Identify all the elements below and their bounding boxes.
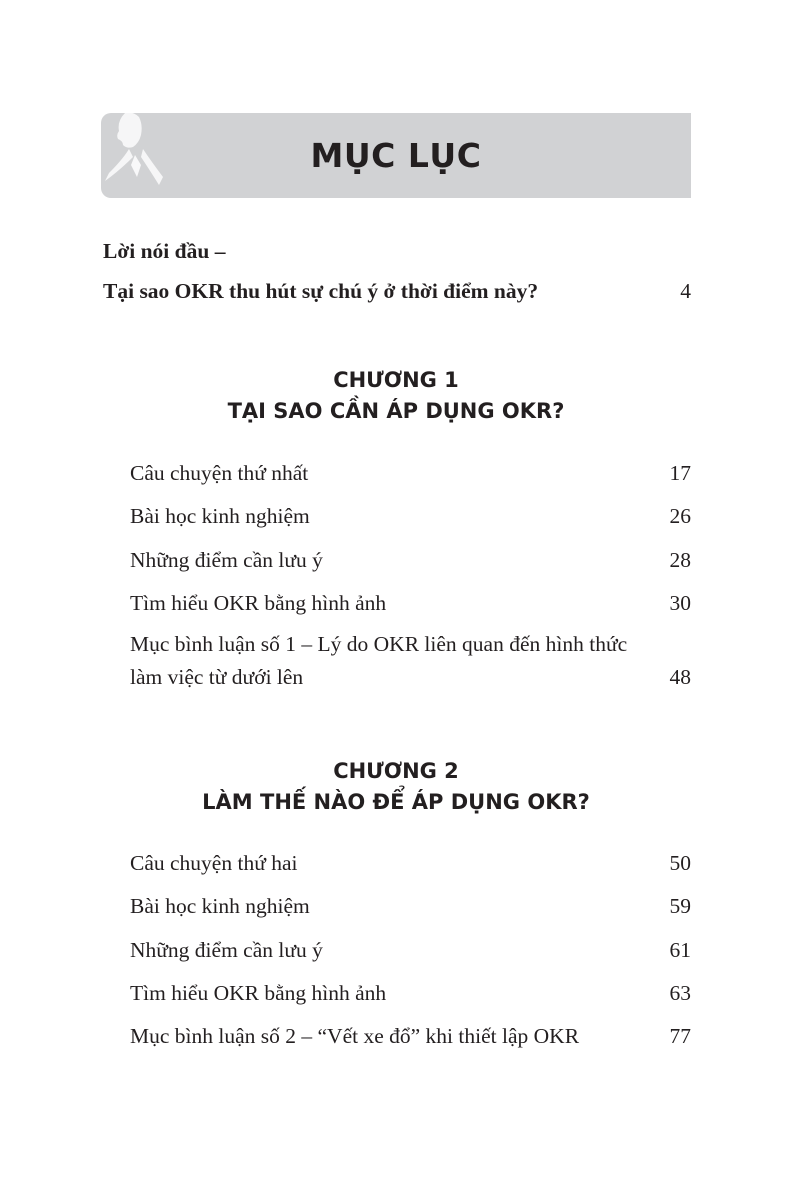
toc-entry-label: Những điểm cần lưu ý	[130, 937, 323, 962]
toc-entry-label: Mục bình luận số 1 – Lý do OKR liên quan đến hình thức làm việc từ dưới lên	[130, 632, 628, 690]
toc-entry-label: Mục bình luận số 2 – “Vết xe đổ” khi thiết lập OKR	[130, 1024, 580, 1049]
toc-entry-page: 77	[669, 1024, 691, 1049]
toc-entry-label: Câu chuyện thứ hai	[130, 851, 298, 875]
toc-entry[interactable]	[130, 452, 691, 495]
chapter-2-number: CHƯƠNG 2	[333, 759, 459, 783]
toc-entry-label: Câu chuyện thứ nhất	[130, 461, 309, 485]
toc-preface-entry[interactable]	[103, 231, 691, 311]
toc-entry[interactable]	[130, 972, 691, 1015]
toc-entry-page: 61	[669, 937, 691, 962]
preface-page-number: 4	[680, 279, 691, 303]
toc-entry[interactable]	[130, 625, 691, 694]
toc-entry-label: Tìm hiểu OKR bằng hình ảnh	[130, 980, 387, 1005]
toc-entry-page: 26	[669, 504, 691, 529]
toc-header-band	[101, 113, 691, 198]
toc-entry-label: Tìm hiểu OKR bằng hình ảnh	[130, 590, 387, 615]
page-title: MỤC LỤC	[310, 136, 482, 175]
preface-title-line2: Tại sao OKR thu hút sự chú ý ở thời điểm này?	[103, 279, 539, 303]
toc-entry[interactable]	[130, 1015, 691, 1058]
toc-entry-page: 50	[669, 851, 691, 875]
chapter-2-title: LÀM THẾ NÀO ĐỂ ÁP DỤNG OKR?	[202, 790, 590, 814]
toc-entry[interactable]	[130, 885, 691, 928]
toc-entry[interactable]	[130, 495, 691, 538]
toc-entry-label: Bài học kinh nghiệm	[130, 504, 310, 529]
toc-entry-label: Những điểm cần lưu ý	[130, 547, 323, 572]
toc-entry[interactable]	[130, 842, 691, 885]
preface-title-line1: Lời nói đầu –	[103, 239, 226, 263]
toc-entry-page: 30	[669, 590, 691, 615]
toc-entry-page: 17	[669, 461, 691, 485]
toc-entry[interactable]	[130, 929, 691, 972]
chapter-1-number: CHƯƠNG 1	[333, 368, 459, 392]
toc-entry-page: 59	[669, 894, 691, 919]
chapter-2-heading	[101, 756, 691, 818]
chapter-1-toc-list	[130, 452, 691, 694]
chapter-1-title: TẠI SAO CẦN ÁP DỤNG OKR?	[227, 399, 565, 423]
toc-entry-page: 28	[669, 547, 691, 572]
toc-entry-label: Bài học kinh nghiệm	[130, 894, 310, 919]
chapter-2-toc-list	[130, 842, 691, 1058]
toc-entry[interactable]	[130, 582, 691, 625]
toc-entry[interactable]	[130, 539, 691, 582]
toc-entry-page: 63	[669, 980, 691, 1005]
toc-entry-page: 48	[669, 665, 691, 690]
chapter-1-heading	[101, 365, 691, 427]
